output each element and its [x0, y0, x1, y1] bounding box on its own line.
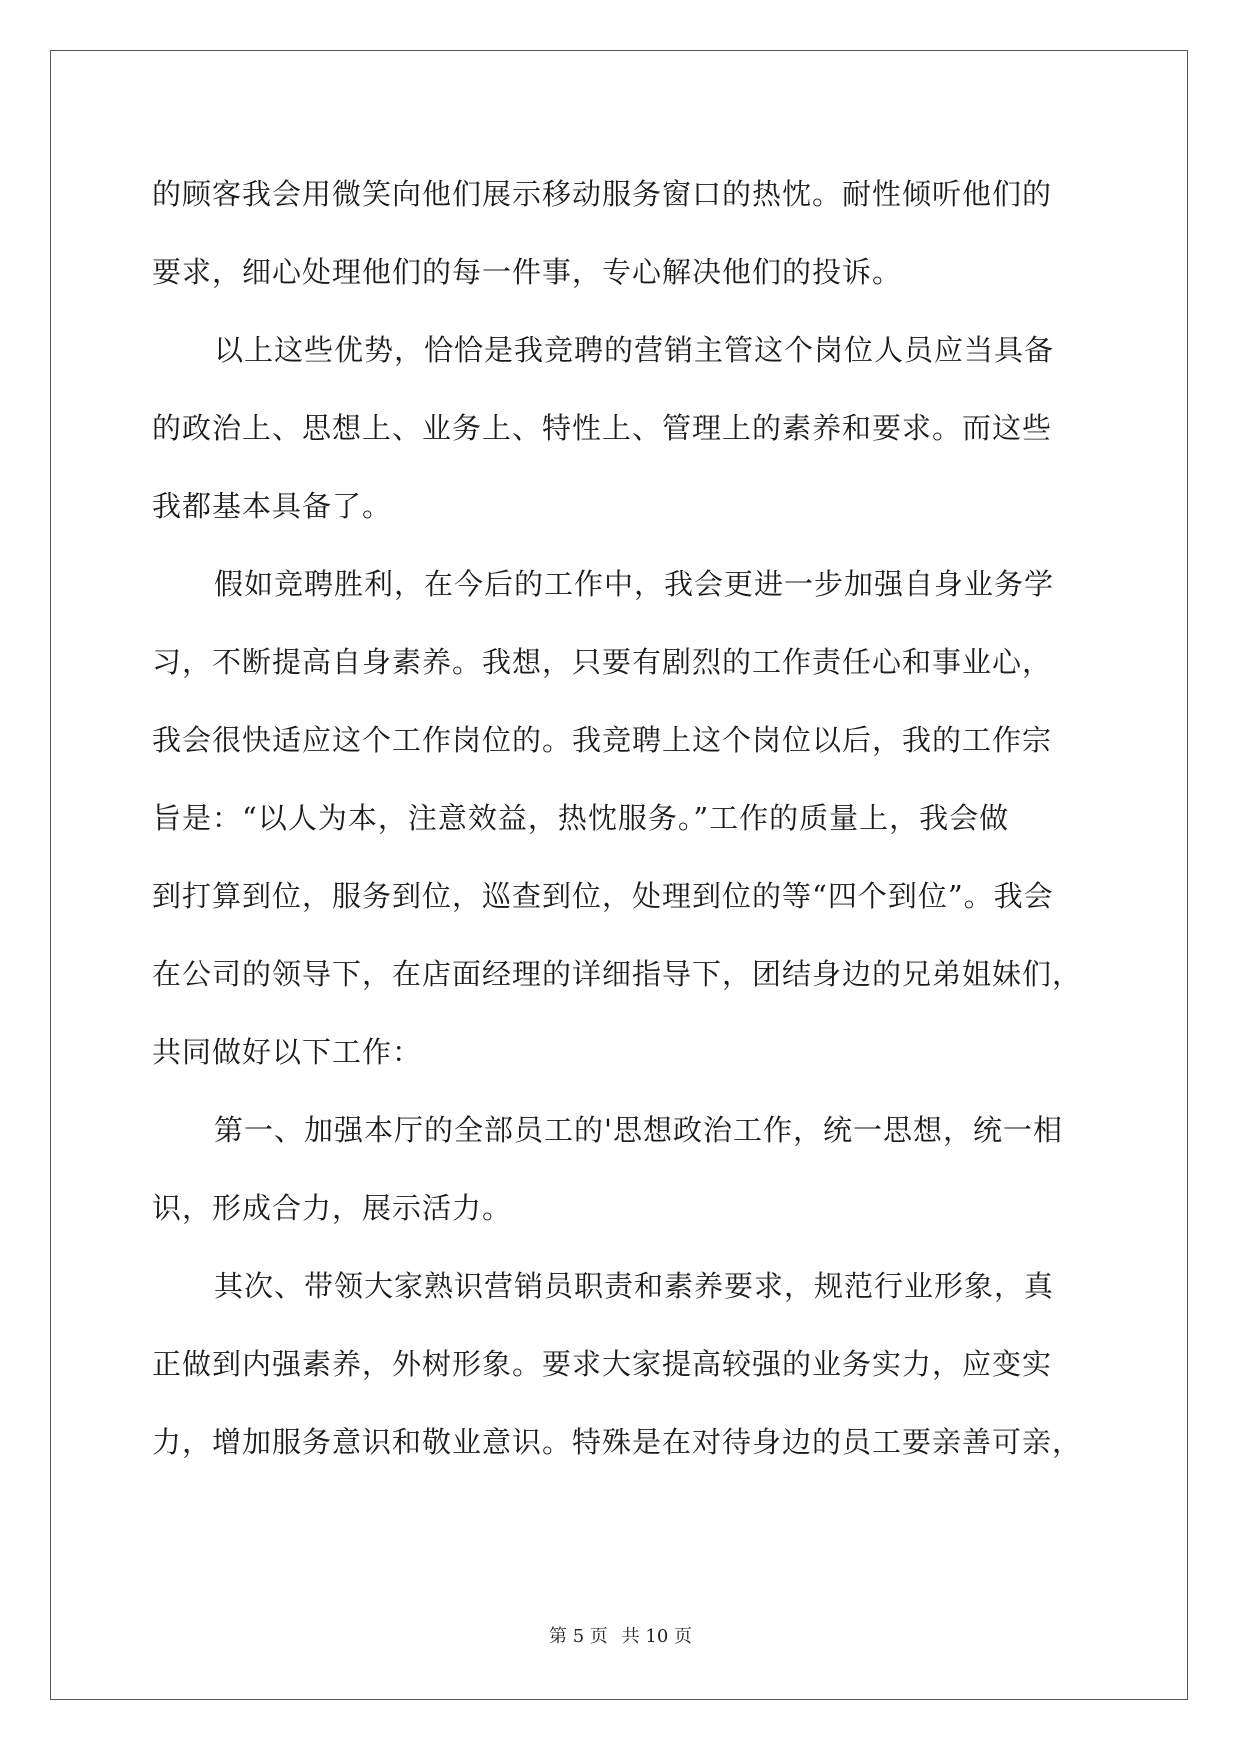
page-footer	[0, 1622, 1241, 1648]
text-line: 以上这些优势，恰恰是我竞聘的营销主管这个岗位人员应当具备	[214, 333, 1055, 367]
text-line: 旨是：“以人为本，注意效益，热忱服务。”工作的质量上，我会做	[152, 801, 1010, 835]
document-body	[152, 155, 1092, 1481]
text-line: 共同做好以下工作：	[152, 1035, 423, 1069]
text-line: 假如竞聘胜利，在今后的工作中，我会更进一步加强自身业务学	[214, 567, 1055, 601]
text-line: 的政治上、思想上、业务上、特性上、管理上的素养和要求。而这些	[152, 411, 1053, 445]
text-line: 我会很快适应这个工作岗位的。我竞聘上这个岗位以后，我的工作宗	[152, 723, 1053, 757]
text-line: 识，形成合力，展示活力。	[152, 1191, 513, 1225]
text-line: 正做到内强素养，外树形象。要求大家提高较强的业务实力，应变实	[152, 1347, 1053, 1381]
text-line: 第一、加强本厅的全部员工的'思想政治工作，统一思想，统一相	[214, 1113, 1063, 1147]
text-line: 其次、带领大家熟识营销员职责和素养要求，规范行业形象，真	[214, 1269, 1055, 1303]
text-line: 到打算到位，服务到位，巡查到位，处理到位的等“四个到位”。我会	[152, 879, 1054, 913]
page-total: 共 10 页	[621, 1626, 692, 1647]
page-number: 第 5 页	[549, 1626, 608, 1647]
text-line: 在公司的领导下，在店面经理的详细指导下，团结身边的兄弟姐妹们，	[152, 957, 1083, 991]
text-line: 要求，细心处理他们的每一件事，专心解决他们的投诉。	[152, 255, 903, 289]
text-line: 习，不断提高自身素养。我想，只要有剧烈的工作责任心和事业心，	[152, 645, 1053, 679]
text-line: 我都基本具备了。	[152, 489, 393, 523]
text-line: 力，增加服务意识和敬业意识。特殊是在对待身边的员工要亲善可亲，	[152, 1425, 1083, 1459]
text-line: 的顾客我会用微笑向他们展示移动服务窗口的热忱。耐性倾听他们的	[152, 177, 1053, 211]
